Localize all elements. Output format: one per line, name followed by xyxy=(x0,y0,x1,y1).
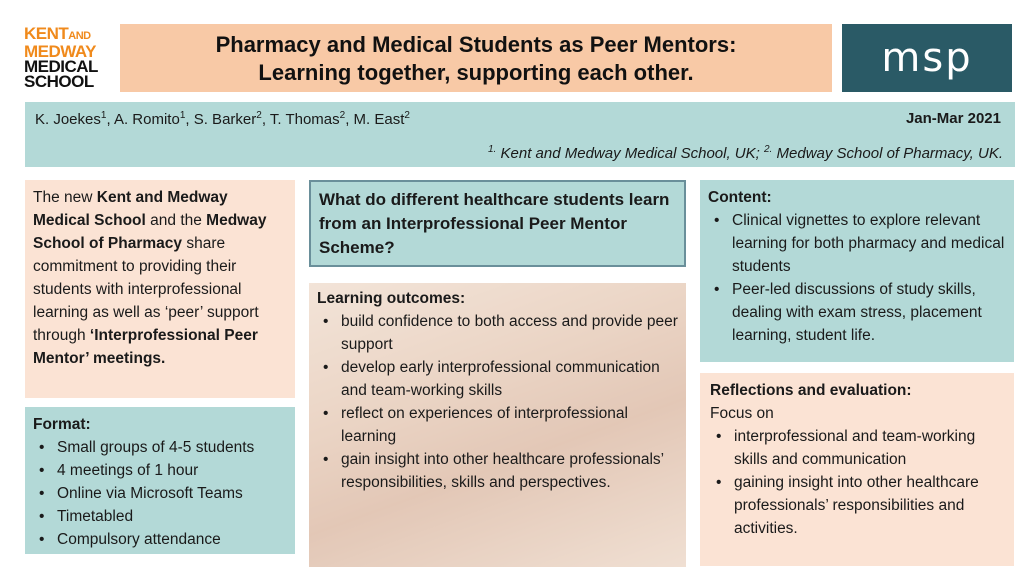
list-item: • Timetabled xyxy=(33,505,287,528)
author-sup: 1 xyxy=(179,110,186,121)
author-sup: 2 xyxy=(404,110,410,121)
logo-line-medical: MEDICAL xyxy=(24,57,98,76)
title-line-2: Learning together, supporting each other. xyxy=(258,60,694,85)
list-item: • gain insight into other healthcare professionals’ responsibilities, skills and perspectives. xyxy=(317,448,680,494)
intro-bold: Kent and Medway Medical School xyxy=(33,189,228,229)
research-question: What do different healthcare students learn from an Interprofessional Peer Mentor Scheme? xyxy=(309,180,686,267)
title-line-1: Pharmacy and Medical Students as Peer Mentors: xyxy=(215,32,737,57)
intro-text: share commitment to providing their students with interprofessional learning as well as ‘peer’ support through xyxy=(33,235,259,344)
poster-title xyxy=(120,24,832,92)
kmms-logo xyxy=(24,26,114,89)
reflections-list xyxy=(710,425,1004,540)
aff-sup: 1. xyxy=(488,144,497,155)
author-name: T. Thomas xyxy=(269,111,340,128)
affiliation-1: Kent and Medway Medical School, UK; xyxy=(500,145,760,162)
list-item: • Online via Microsoft Teams xyxy=(33,482,287,505)
reflections-box xyxy=(700,373,1014,566)
content-box xyxy=(700,180,1014,362)
author-name: K. Joekes xyxy=(35,111,101,128)
logo-line-kent: KENTAND xyxy=(24,24,91,43)
author-list: K. Joekes$^1$, A. Romito$^1$, S. Barker$^2$, T. Thomas$^2$, M. East$^2$ xyxy=(35,110,410,128)
list-item: • interprofessional and team-working skills and communication xyxy=(710,425,1004,471)
reflections-focus: Focus on xyxy=(710,405,774,422)
logo-line-school: SCHOOL xyxy=(24,72,94,91)
msp-logo xyxy=(842,24,1012,92)
intro-box xyxy=(25,180,295,398)
logo-line-medway: MEDWAY xyxy=(24,42,96,61)
list-item: • 4 meetings of 1 hour xyxy=(33,459,287,482)
author-name: S. Barker xyxy=(193,111,257,128)
intro-text: The new xyxy=(33,189,97,206)
list-item: • build confidence to both access and provide peer support xyxy=(317,310,680,356)
list-item: • gaining insight into other healthcare professionals’ responsibilities and activities. xyxy=(710,471,1004,540)
outcomes-list xyxy=(317,310,680,494)
list-item: • reflect on experiences of interprofessional learning xyxy=(317,402,680,448)
affiliations xyxy=(488,144,1003,162)
author-sup: 2 xyxy=(256,110,262,121)
intro-bold: Medway School of Pharmacy xyxy=(33,212,267,252)
content-heading: Content: xyxy=(708,189,772,206)
intro-bold: ‘Interprofessional Peer Mentor’ meetings. xyxy=(33,327,258,367)
author-name: A. Romito xyxy=(113,111,180,128)
learning-outcomes-box xyxy=(309,283,686,567)
aff-sup: 2. xyxy=(764,144,773,155)
intro-text: and the xyxy=(145,212,207,229)
affiliation-2: Medway School of Pharmacy, UK. xyxy=(776,145,1003,162)
learning-outcomes-content xyxy=(317,287,680,494)
list-item: • Compulsory attendance xyxy=(33,528,287,551)
format-box xyxy=(25,407,295,554)
list-item: • develop early interprofessional communication and team-working skills xyxy=(317,356,680,402)
list-item: • Clinical vignettes to explore relevant learning for both pharmacy and medical students xyxy=(708,209,1006,278)
authors-bar xyxy=(25,102,1015,167)
list-item: • Small groups of 4-5 students xyxy=(33,436,287,459)
list-item: • Peer-led discussions of study skills, dealing with exam stress, placement learning, student life. xyxy=(708,278,1006,347)
poster-date: Jan-Mar 2021 xyxy=(905,110,1001,127)
format-heading: Format: xyxy=(33,416,91,433)
author-sup: 2 xyxy=(339,110,346,121)
author-name: M. East xyxy=(353,111,405,128)
author-sup: 1 xyxy=(100,110,107,121)
msp-logo-text: msp xyxy=(881,35,973,81)
format-list xyxy=(33,436,287,551)
content-list xyxy=(708,209,1006,347)
learning-outcomes-heading: Learning outcomes: xyxy=(317,290,466,307)
reflections-heading: Reflections and evaluation: xyxy=(710,382,912,399)
